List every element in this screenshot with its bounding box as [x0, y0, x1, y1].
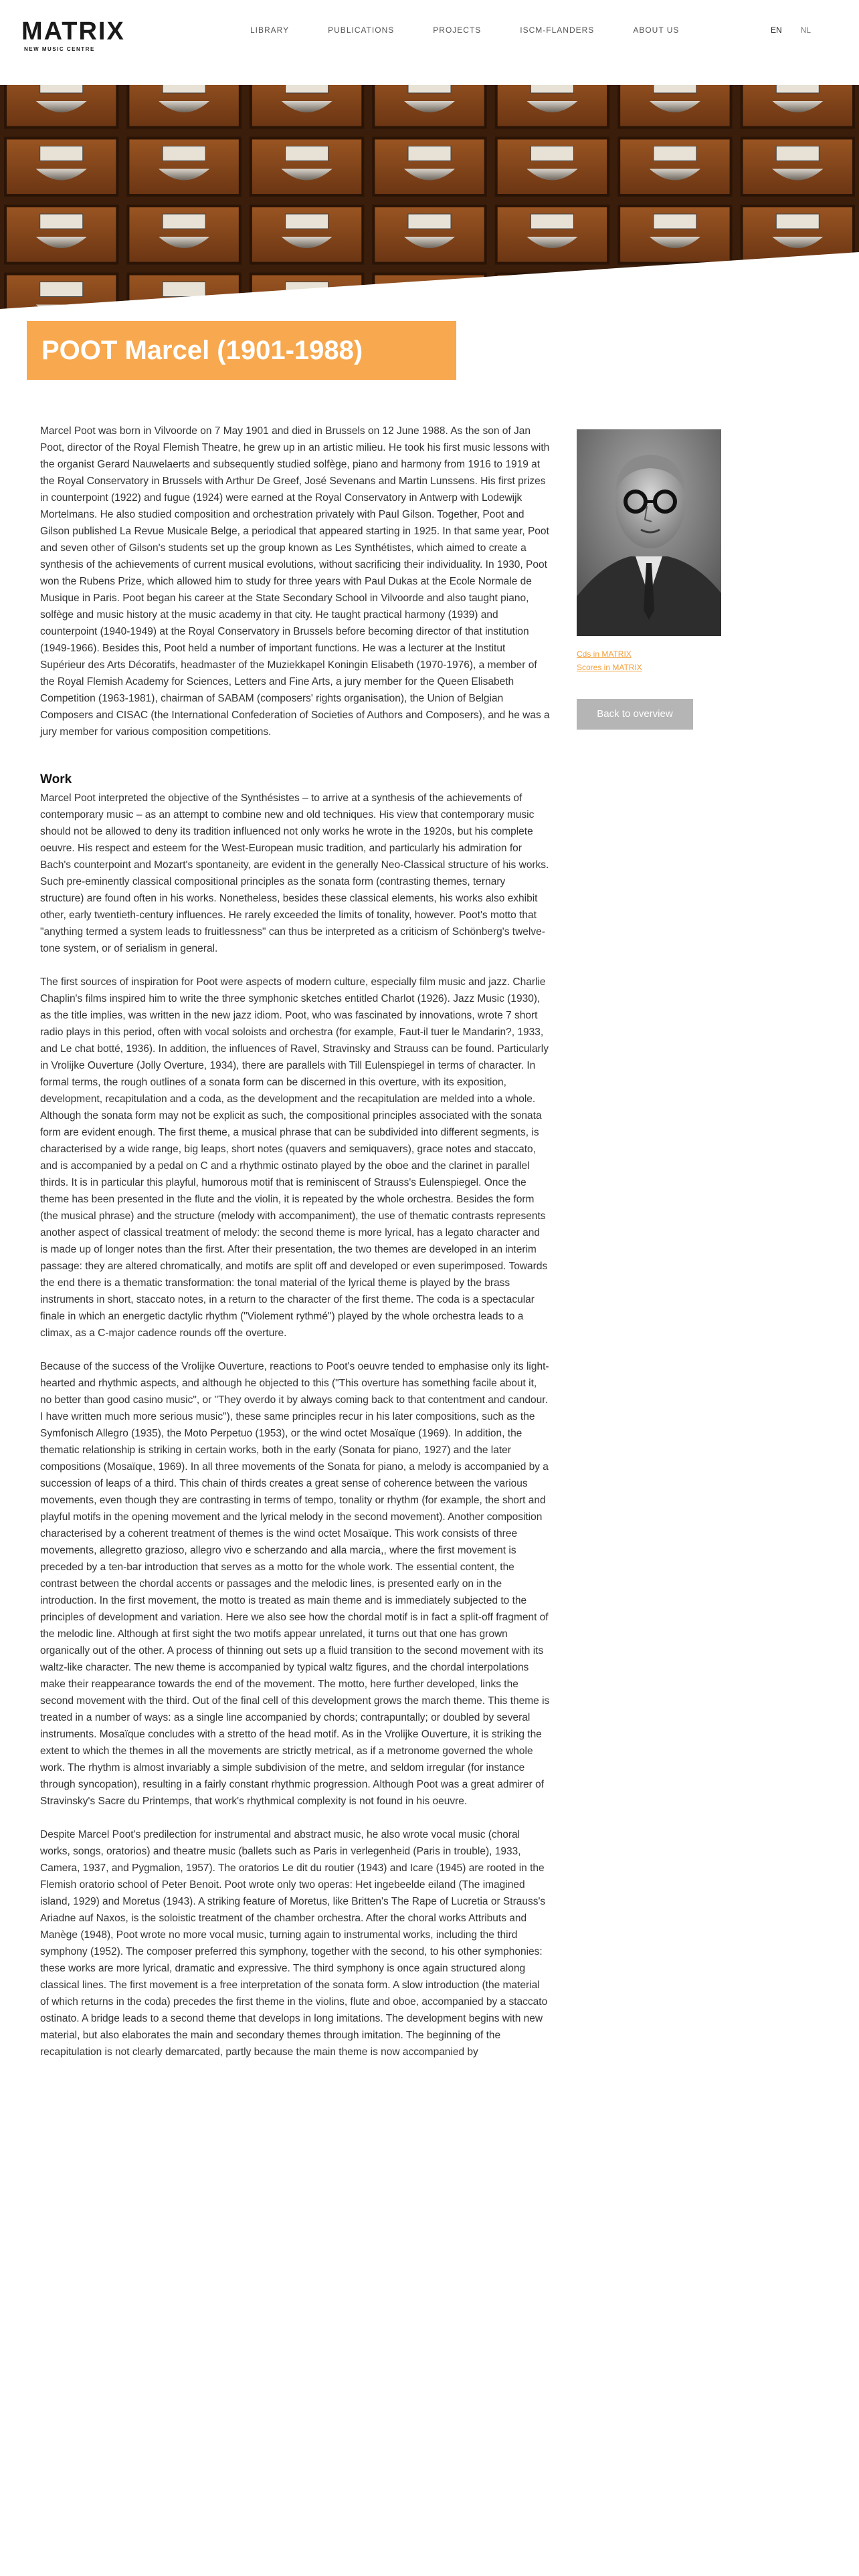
nav-item-projects[interactable]: PROJECTS: [433, 25, 482, 35]
work-paragraph: Marcel Poot interpreted the objective of the Synthésistes – to arrive at a synthesis of the achievements of contemporary music – as an attempt to combine new and old techniques. His view that contemporary music should not be allowed to deny its tradition influenced not only works he wrote in the 1920s, but his complete oeuvre. His respect and esteem for the West-European music tradition, and particularly his admiration for Bach's counterpoint and Mozart's spontaneity, are evident in the generally Neo-Classical structure of his works. Such pre-eminently classical compositional principles as the sonata form (contrasting themes, ternary structure) are found often in his works. Nonetheless, besides these classical elements, his works also exhibit other, early twentieth-century influences. He rarely exceeded the limits of tonality, however. Poot's motto that "anything termed a system leads to fruitlessness" can thus be interpreted as a criticism of Schönberg's twelve-tone system, or of serialism in general.: [40, 792, 549, 954]
main-content: [0, 309, 859, 2060]
back-to-overview-button[interactable]: Back to overview: [577, 699, 693, 730]
composer-portrait-photo: [577, 429, 721, 636]
sidebar: [577, 429, 721, 730]
site-header: [0, 0, 859, 85]
nav-item-about-us[interactable]: ABOUT US: [633, 25, 680, 35]
matrix-logo[interactable]: [21, 19, 125, 52]
card-catalogue-drawers-image: [0, 85, 859, 309]
logo-wordmark: MATRIX: [21, 17, 125, 45]
work-paragraph: Despite Marcel Poot's predilection for instrumental and abstract music, he also wrote vocal music (choral works, songs, oratorios) and theatre music (ballets such as Paris in verlegenheid (Paris in trouble), 1933, Camera, 1937, and Pygmalion, 1957). The oratorios Le dit du routier (1943) and Icare (1945) are rooted in the Flemish oratorio school of Peter Benoit. Poot wrote only two operas: Het ingebeelde eiland (The imagined island, 1929) and Moretus (1943). A striking feature of Moretus, like Britten's The Rape of Lucretia or Strauss's Ariadne auf Naxos, is the soloistic treatment of the chamber orchestra. After the choral works Attributs and Manège (1948), Poot wrote no more vocal music, turning again to instrumental works, including the third symphony (1952). The composer preferred this symphony, together with the second, to his other symphonies: these works are more lyrical, dramatic and expressive. The third symphony is once again structured along classical lines. The first movement is a free interpretation of the sonata form. A slow introduction (the material of which returns in the coda) precedes the first theme in the violins, flute and oboe, accompanied by a staccato ostinato. A bridge leads to a second theme that develops in long imitations. The development begins with new material, but also elaborates the main and secondary themes through imitation. The beginning of the recapitulation is not clearly demarcated, partly because the main theme is now accompanied by: [40, 1829, 548, 2058]
page-title: POOT Marcel (1901-1988): [41, 336, 363, 365]
cds-in-matrix-link[interactable]: Cds in MATRIX: [577, 649, 632, 659]
scores-in-matrix-link[interactable]: Scores in MATRIX: [577, 663, 642, 672]
work-paragraph: The first sources of inspiration for Poot were aspects of modern culture, especially film music and jazz. Charlie Chaplin's films inspired him to write the three symphonic sketches entitled Charlot (1926). Jazz Music (1930), as the title implies, was written in the new jazz idiom. Poot, who was fascinated by innovations, wrote 7 short radio plays in this period, often with vocal soloists and orchestra (for example, Faut-il tuer le Mandarin?, 1933, and Le chat botté, 1936). In addition, the influences of Ravel, Stravinsky and Strauss can be found. Particularly in Vrolijke Ouverture (Jolly Overture, 1934), there are parallels with Till Eulenspiegel in terms of character. In formal terms, the rough outlines of a sonata form can be discerned in this overture, with its exposition, development, recapitulation and a coda, as the development and the recapitulation are melded into a whole. Although the sonata form may not be explicit as such, the compositional principles associated with the sonata form are evident enough. The first theme, a musical phrase that can be subdivided into different segments, is characterised by a wide range, big leaps, short notes (quavers and semiquavers), grace notes and staccato, and is accompanied by a pedal on C and a rhythmic ostinato played by the oboe and the clarinet in parallel thirds. It is in particular this playful, humorous motif that is reminiscent of Strauss's Eulenspiegel. Once the theme has been presented in the flute and the violin, it is repeated by the whole orchestra. Besides the form (the musical phrase) and the structure (melody with accompaniment), the use of thematic contrasts represents another aspect of classical treatment of melody: the second theme is more lyrical, has a legato character and is made up of longer notes than the first. After their presentation, the two themes are developed in an interim passage: they are altered chromatically, and motifs are split off and developed or even superimposed. Towards the end there is a thematic transformation: the tonal material of the lyrical theme is played by the brass instruments in short, staccato notes, in a return to the character of the first theme. The coda is a spectacular finale in which an energetic dactylic rhythm ("Violement rythmé") played by the whole orchestra leads to a climax, as a C-major cadence rounds off the overture.: [40, 976, 549, 1339]
main-nav: [250, 25, 718, 35]
portrait-image: [577, 429, 721, 636]
nav-item-publications[interactable]: PUBLICATIONS: [328, 25, 395, 35]
biography-paragraph: Marcel Poot was born in Vilvoorde on 7 May 1901 and died in Brussels on 12 June 1988. As the son of Jan Poot, director of the Royal Flemish Theatre, he grew up in an artistic milieu. He took his first music lessons with the organist Gerard Nauwelaerts and subsequently studied solfège, piano and harmony from 1916 to 1919 at the Royal Conservatory in Brussels with Arthur De Greef, José Sevenans and Martin Lunssens. His first prizes in counterpoint (1922) and fugue (1924) were earned at the Royal Conservatory in Antwerp with Lodewijk Mortelmans. He also studied composition and orchestration privately with Paul Gilson. Together, Poot and Gilson published La Revue Musicale Belge, a periodical that appeared starting in 1925. In that same year, Poot and seven other of Gilson's students set up the group known as Les Synthétistes, which aimed to create a synthesis of the achievements of current musical evolutions, without sacrificing their individuality. In 1930, Poot won the Rubens Prize, which allowed him to study for three years with Paul Dukas at the Ecole Normale de Musique in Paris. Poot began his career at the State Secondary School in Vilvoorde and also taught piano, solfège and music history at the music academy in that city. He taught practical harmony (1939) and counterpoint (1940-1949) at the Royal Conservatory in Brussels before becoming director of that institution (1949-1966). Besides this, Poot held a number of important functions. He was a lecturer at the Institut Supérieur des Arts Décoratifs, headmaster of the Muziekkapel Koningin Elisabeth (1970-1976), a member of the Royal Flemish Academy for Sciences, Letters and Fine Arts, a jury member for the Queen Elisabeth Competition (1963-1981), chairman of SABAM (composers' rights organisation), the Union of Belgian Composers and CISAC (the International Confederation of Societies of Authors and Composers), and he was a jury member for various composition competitions.: [40, 425, 550, 738]
lang-nl[interactable]: NL: [800, 25, 811, 35]
logo-tagline: NEW MUSIC CENTRE: [24, 46, 95, 52]
nav-item-library[interactable]: LIBRARY: [250, 25, 290, 35]
nav-item-iscm-flanders[interactable]: ISCM-FLANDERS: [520, 25, 595, 35]
hero-image-card-catalogue: [0, 85, 859, 309]
article-body: [40, 423, 550, 2060]
work-heading: Work: [40, 772, 72, 786]
work-paragraph: Because of the success of the Vrolijke Ouverture, reactions to Poot's oeuvre tended to emphasise only its light-hearted and rhythmic aspects, and although he objected to this ("This overture has something facile about it, no better than good casino music", or "They overdo it by always coming back to that contentment and candour. I have written much more serious music"), these same principles recur in his later compositions, such as the Symfonisch Allegro (1935), the Moto Perpetuo (1953), or the wind octet Mosaïque (1969). In addition, the thematic relationship is striking in certain works, both in the early (Sonata for piano, 1927) and the later compositions (Mosaïque, 1969). In all three movements of the Sonata for piano, a melody is accompanied by a succession of leaps of a third. This chain of thirds creates a great sense of coherence between the various movements, even though they are contrasting in terms of tempo, tonality or rhythm (for example, the short and playful motifs in the opening movement and the lyrical melody in the second movement). Another composition characterised by a coherent treatment of themes is the wind octet Mosaïque. This work consists of three movements, allegretto grazioso, allegro vivo e scherzando and alla marcia,, where the first movement is preceded by a ten-bar introduction that serves as a motto for the whole work. The essential content, the contrast between the chordal accents or passages and the melodic lines, is presented early on in the introduction. In the first movement, the motto is treated as main theme and is immediately subjected to the principles of development and variation. Here we also see how the chordal motif is in fact a split-off fragment of the melodic line. Although at first sight the two motifs appear unrelated, it turns out that one has grown organically out of the other. A process of thinning out sets up a fluid transition to the second movement with its waltz-like character. The new theme is accompanied by typical waltz figures, and the chordal interpolations make their reappearance towards the end of the movement. The motto, here further developed, links the second movement with the third. Out of the final cell of this development grows the march theme. This theme is treated in a number of ways: as a single line accompanied by chords; contrapuntally; or doubled by several instruments. Mosaïque concludes with a stretto of the head motif. As in the Vrolijke Ouverture, it is striking the extent to which the themes in all the movements are strictly metrical, as if a metronome governed the whole work. The rhythm is almost invariably a simple subdivision of the metre, and seldom irregular (for instance through syncopation), resulting in a fairly constant rhythmic progression. Although Poot was a great admirer of Stravinsky's Sacre du Printemps, that work's rhythmical complexity is not found in his oeuvre.: [40, 1361, 550, 1807]
lang-en[interactable]: EN: [770, 25, 782, 35]
language-switcher: [771, 25, 811, 35]
